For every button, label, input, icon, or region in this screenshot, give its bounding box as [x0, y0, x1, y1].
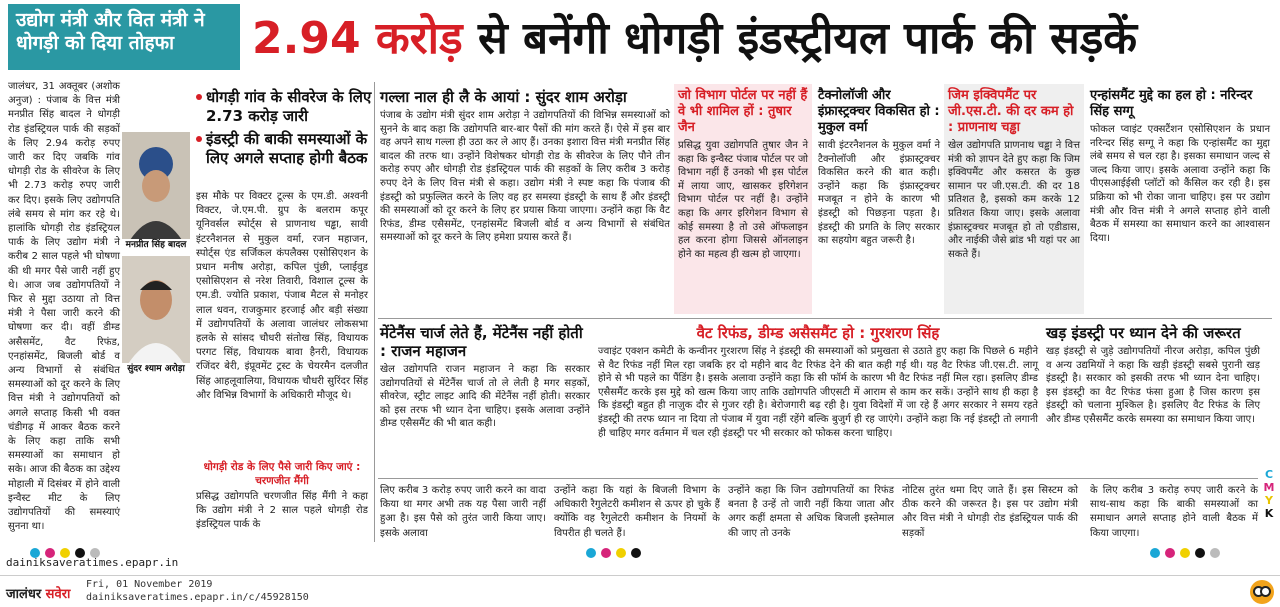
registration-dot: [631, 548, 641, 558]
story-title: मेंटेनैंस चार्ज लेते हैं, मेंटेनैंस नहीं होती : राजन महाजन: [380, 324, 583, 360]
section-rule: [378, 318, 1272, 319]
story-tushar-jain: [674, 84, 812, 314]
brand-part-b: सवेरा: [45, 587, 71, 602]
brand-logo[interactable]: [6, 584, 70, 602]
cmyk-m: M: [1263, 481, 1275, 494]
registration-dot: [586, 548, 596, 558]
viewer-footer: [0, 575, 1280, 607]
cmyk-y: Y: [1265, 494, 1273, 507]
edition-meta: [86, 578, 309, 604]
story-gursharan-singh: [598, 324, 1038, 474]
story-rajan-mahajan: [380, 324, 590, 474]
registration-dot: [1210, 548, 1220, 558]
continued-text-col5: के लिए करीब 3 करोड़ रुपए जारी करने के साथ-साथ कहा कि बाकी समस्याओं का समाधान अगले सप्ताह होने वाली बैठक में किया जाएगा।: [1090, 485, 1258, 539]
continued-text-col1: लिए करीब 3 करोड़ रुपए जारी करने का वादा किया था मगर अभी तक यह पैसा जारी नहीं हुआ है। इस पैसे को तुरंत जारी किया जाए। इसके अलावा: [380, 485, 546, 539]
registration-dot: [1165, 548, 1175, 558]
headline-text: से बनेंगी धोगड़ी इंडस्ट्रीयल पार्क की सड़कें: [477, 13, 1138, 64]
story-mukul-verma: [818, 88, 940, 314]
story-khad-industry: [1046, 324, 1260, 474]
print-url: dainiksaveratimes.epapr.in: [6, 556, 179, 569]
story-text: पंजाब के उद्योग मंत्री सुंदर शाम अरोड़ा ने उद्योगपतियों की विभिन्न समस्याओं को सुनने के बाद कहा कि उद्योगपति बार-बार पैसों की मांग करते हैं। ऐसे में इस बार वह अपने साथ गल्ला ही उठा कर ले आए हैं। उनका इशारा वित्त मंत्री मनप्रीत सिंह बादल की तरफ था। उन्होंने विशेषकर धोगड़ी रोड के सीवरेज के लिए पौने तीन करोड़ रुपए और धोगड़ी रोड इंडस्ट्रियल पार्क की सड़कों के लिए करीब 3 करोड़ रुपए देने के लिए वित्त मंत्री से कहा। उद्योग मंत्री ने स्पष्ट कहा कि पंजाब की इंडस्ट्री को प्रफुल्लित करने के लिए वह हर समस्या इंडस्ट्री के साथ हैं और इंडस्ट्री की समस्याओं को दूर करने के लिए हर प्रयास किया जाएगा। उन्होंने कहा कि वैट रिफंड, डीम्ड एसैसमेंट, एनहांसमेंट बिजली बोर्ड व अन्य विभागों से संबंधित समस्याओं को दूर करने के लिए हमेशा प्रयास करते हैं।: [380, 110, 670, 244]
photo-caption: मनप्रीत सिंह बादल: [122, 239, 190, 252]
story-narinder-saggu: [1090, 88, 1270, 314]
story-text: खड़ इंडस्ट्री से जुड़े उद्योगपतियों नीरज अरोड़ा, कपिल पुंछी व अन्य उद्यमियों ने कहा कि खड़ी इंडस्ट्री सबसे पुरानी खड़ इंडस्ट्री है। सरकार को इसकी तरफ भी ध्यान देना चाहिए। इस इंडस्ट्री का वैट रिफंड फंसा हुआ है जिस कारण इस इंडस्ट्री को चलाना मुश्किल है। इसलिए वैट रिफंड के लिए और डीम्ड एसैसमैंट करके समस्या का समाधान किया जाए।: [1046, 346, 1260, 425]
kicker-banner: उद्योग मंत्री और वित मंत्री ने धोगड़ी को दिया तोहफा: [8, 4, 240, 70]
portrait-image: [122, 256, 190, 364]
registration-dot: [1180, 548, 1190, 558]
lead-story-text: जालंधर, 31 अक्तूबर (अशोक अनुज) : पंजाब के वित्त मंत्री मनप्रीत सिंह बादल ने धोगड़ी रोड इंडस्ट्रियल पार्क की सड़कों के लिए 2.94 करोड़ रुपए जारी कर दिए जबकि गांव धोगड़ी रोड के सीवरेज के लिए भी 2.73 करोड़ रुपए जारी कर दिए। इसके लिए उद्योगपति लंबे समय से मांग कर रहे थे। हालांकि धोगड़ी रोड इंडस्ट्रियल पार्क के लिए उद्योग मंत्री ने करीब 2 साल पहले भी घोषणा की थी मगर पैसे जारी नहीं हुए थे। आज जब उद्योगपतियों ने फिर से मुद्दा उठाया तो वित्त मंत्री ने पैसा जारी करने की घोषणा कर दी। वहीं डीम्ड असैसमेंट, वैट रिफंड, एनहांसमेंट, बिजली बोर्ड व अन्य विभागों से संबंधित समस्याओं को दूर करने के लिए वित्त मंत्री ने उद्योगपतियों को अगले सप्ताह किसी भी वक्त चंडीगढ़ में आकर बैठक करने के लिए कहा ताकि सभी समस्याओं का समाधान हो सके। आज की बैठक का उद्देश्य मोहाली में दिसंबर में होने वाली इन्वैस्ट मीट के लिए उद्योगपतियों की समस्याएं सुनना था।: [8, 81, 120, 533]
main-headline: [252, 4, 1274, 74]
story-title: खड़ इंडस्ट्री पर ध्यान देने की जरूरत: [1046, 324, 1241, 342]
column-rule: [374, 82, 375, 542]
story-title: जो विभाग पोर्टल पर नहीं हैं वे भी शामिल हों : तुषार जैन: [678, 88, 808, 135]
attendees-text: इस मौके पर विक्टर टूल्स के एम.डी. अश्वनी विक्टर, जे.एम.पी. ग्रुप के बलराम कपूर यूनिवर्सल स्पोर्ट्स से प्राणनाथ चड्ढा, सावी इंटरनैशनल से मुकुल वर्मा, रजन महाजन, स्पोर्ट्स एंड सर्जिकल कंपलैक्स एसोसिएशन के प्रधान मनीष अरोड़ा, कपिल पुंछी, प्लाईवुड एसोसिएशन से नरेश तिवारी, विशाल टूल्स के एम.डी. ज्योति प्रकाश, पंजाब मैटल से मनोहर लाल धवन, राजकुमार हरजाई और बड़ी संख्या में उद्योगपतियों के अलावा जालंधर लोकसभा हलके से सांसद चौधरी संतोख सिंह, विधायक परगट सिंह, विधायक बावा हैनरी, विधायक रजिंदर बेरी, इंप्रूवमेंट ट्रस्ट के चेयरमैन दलजीत सिंह आहलूवालिया, विधायक चौधरी सुरिंदर सिंह और विभिन्न विभागों के अधिकारी मौजूद थे।: [196, 191, 368, 401]
cmyk-c: C: [1264, 468, 1274, 481]
story-title: वैट रिफंड, डीम्ड असैसमैंट हो : गुरशरण सिंह: [696, 324, 940, 342]
cmyk-k: K: [1264, 507, 1274, 520]
story-text: फोकल प्वाइंट एक्सटैंशन एसोसिएशन के प्रधान नरिन्दर सिंह सग्गू ने कहा कि एन्हांसमैंट का मुद्दा लंबे समय से चल रहा है। इसका समाधान जल्द से जल्द किया जाए। इसके अलावा उन्होंने कहा कि पीएसआईईसी प्लॉटों को कैंसिल कर रही है। इस प्रक्रिया को भी रोका जाना चाहिए। इस पर उद्योग मंत्री और वित्त मंत्री ने अगले सप्ताह होने वाली बैठक में समस्या का समाधान करने का आश्वासन दिया।: [1090, 124, 1270, 244]
story-title: एन्हांसमैंट मुद्दे का हल हो : नरिन्दर सिंह सग्गू: [1090, 88, 1253, 119]
owl-mascot-icon: [1250, 580, 1274, 604]
cmyk-marks: [1262, 468, 1276, 520]
section-rule: [378, 478, 1258, 479]
registration-dot: [616, 548, 626, 558]
highlight-bullets: [196, 88, 381, 172]
brand-part-a: जालंधर: [6, 587, 42, 602]
registration-dots-right: [1150, 548, 1220, 558]
story-title: जिम इक्विपमैंट पर जी.एस.टी. की दर कम हो : प्राणनाथ चड्ढा: [948, 88, 1074, 135]
bullet-item: इंडस्ट्री की बाकी समस्याओं के लिए अगले सप्ताह होगी बैठक: [196, 130, 381, 168]
story-sunder-sham-arora: [380, 88, 670, 310]
photo-manpreet-badal: [122, 132, 190, 252]
registration-dot: [601, 548, 611, 558]
story-title: टैक्नोलॉजी और इंफ्रास्ट्रक्चर विकसित हो : मुकुल वर्मा: [818, 88, 940, 135]
story-text: खेल उद्योगपति राजन महाजन ने कहा कि सरकार उद्योगपतियों से मेंटेनैंस चार्ज तो ले लेती है मगर सड़कों, सीवरेज, स्ट्रीट लाइट आदि की मेंटेनैंस नहीं होती। सरकार को इस तरफ भी ध्यान देना चाहिए। इसके अलावा उन्होंने डीम्ड एसैसमैंट की भी बात कही।: [380, 364, 590, 430]
continued-text-col3: उन्होंने कहा कि जिन उद्योगपतियों का रिफंड बनता है उन्हें तो जारी नहीं किया जाता और अगर कहीं क्षमता से अधिक बिजली इस्तेमाल की जाए तो उनके: [728, 485, 894, 539]
edition-link[interactable]: dainiksaveratimes.epapr.in/c/45928150: [86, 592, 309, 603]
registration-dot: [1195, 548, 1205, 558]
continued-text-col2: उन्होंने कहा कि यहां के बिजली विभाग के अधिकारी रैगुलेटरी कमीशन से ऊपर हो चुके हैं क्योंकि वह रैगुलेटरी कमीशन के नियमों के विपरीत ही चलते हैं।: [554, 485, 720, 539]
continued-text-col4: नोटिस तुरंत थमा दिए जाते हैं। इस सिस्टम को ठीक करने की जरूरत है। इस पर उद्योग मंत्री और वित्त मंत्री ने धोगड़ी रोड इंडस्ट्रियल पार्क की सड़कों: [902, 485, 1078, 539]
photo-caption: सुंदर श्याम अरोड़ा: [122, 363, 190, 376]
subhead-charanjit-maingi: धोगड़ी रोड के लिए पैसे जारी किए जाएं : चरणजीत मैंगी: [203, 461, 361, 487]
story-text: ज्वाइंट एक्शन कमेटी के कन्वीनर गुरशरण सिंह ने इंडस्ट्री की समस्याओं को प्रमुखता से उठाते हुए कहा कि पिछले 6 महीने से वैट रिफंड नहीं मिल रहा जबकि हर दो महीने बाद वैट रिफंड देने की बात कही गई थी। यह वैट रिफंड जी.एस.टी. लागू होने से भी पहले का पैंडिंग है। इसके अलावा उन्होंने कहा कि सी फॉर्म के कारण भी वैट रिफंड नहीं मिल रहा। इसलिए डीम्ड एसैसमैंट करके इस मुद्दे को खत्म किया जाए ताकि उद्योगपति जीएसटी में आराम से काम कर सकें। उन्होंने साथ ही कहा है कि इंडस्ट्री बहुत ही नाज़ुक दौर से गुजर रही है। बेरोजगारी बढ़ रही है। युवा विदेशों में जा रहे हैं अगर सरकार ने समय रहते इंडस्ट्री की तरफ ध्यान ना दिया तो पंजाब में युवा नहीं रहेंगे बल्कि बुजुर्ग ही रह जाएंगे। उन्होंने कहा कि नई इंडस्ट्री तो लगानी ही चाहिए मगर वर्तमान में चल रही इंडस्ट्री पर भी सरकार को फोकस करना चाहिए।: [598, 346, 1038, 439]
story-title: गल्ला नाल ही लै के आयां : सुंदर शाम अरोड़ा: [380, 88, 627, 106]
story-text: सावी इंटरनैशनल के मुकुल वर्मा ने टैक्नोलॉजी और इंफ्रास्ट्रक्चर विकसित करने की बात कही। उन्होंने कहा कि इंफ्रास्ट्रक्चर मजबूत न होने के कारण भी इंडस्ट्री को पिछड़ना पड़ता है। इंडस्ट्री की प्रगति के लिए सरकार का सहयोग बहुत जरूरी है।: [818, 140, 940, 247]
story-text: प्रसिद्ध युवा उद्योगपति तुषार जैन ने कहा कि इन्वैस्ट पंजाब पोर्टल पर जो विभाग नहीं हैं उनको भी इस पोर्टल में लाया जाए, खासकर इरिगेशन विभाग पोर्टल पर नहीं है। उन्होंने कहा कि अगर इरिगेशन विभाग से कोई समस्या है तो उसे ऑफलाइन हल करना होगा जिससे ऑनलाइन होने का महत्व ही खत्म हो जाएगा।: [678, 140, 808, 260]
portrait-image: [122, 132, 190, 240]
story-prannath-chadha: [944, 84, 1084, 314]
bullet-item: धोगड़ी गांव के सीवरेज के लिए 2.73 करोड़ जारी: [196, 88, 381, 126]
photo-sunder-sham-arora: [122, 256, 190, 376]
edition-date: Fri, 01 November 2019: [86, 579, 213, 590]
registration-dot: [1150, 548, 1160, 558]
lead-story-continued: [8, 376, 190, 480]
headline-amount: 2.94 करोड़: [252, 13, 463, 64]
subhead-text: प्रसिद्ध उद्योगपति चरणजीत सिंह मैंगी ने कहा कि उद्योग मंत्री ने 2 साल पहले धोगड़ी रोड इंडस्ट्रियल पार्क के: [196, 491, 368, 531]
story-text: खेल उद्योगपति प्राणनाथ चड्ढा ने वित्त मंत्री को ज्ञापन देते हुए कहा कि जिम इक्विपमैंट और कसरत के कुछ सामान पर जी.एस.टी. की दर 18 प्रतिशत है, इसको कम करके 12 प्रतिशत किया जाए। इसके अलावा इंफ्रास्ट्रक्चर मजबूत हो तो एडीडास, और नाईकी जैसे ब्रांड भी यहां पर आ सकते हैं।: [948, 140, 1080, 260]
registration-dots-mid: [586, 548, 641, 558]
